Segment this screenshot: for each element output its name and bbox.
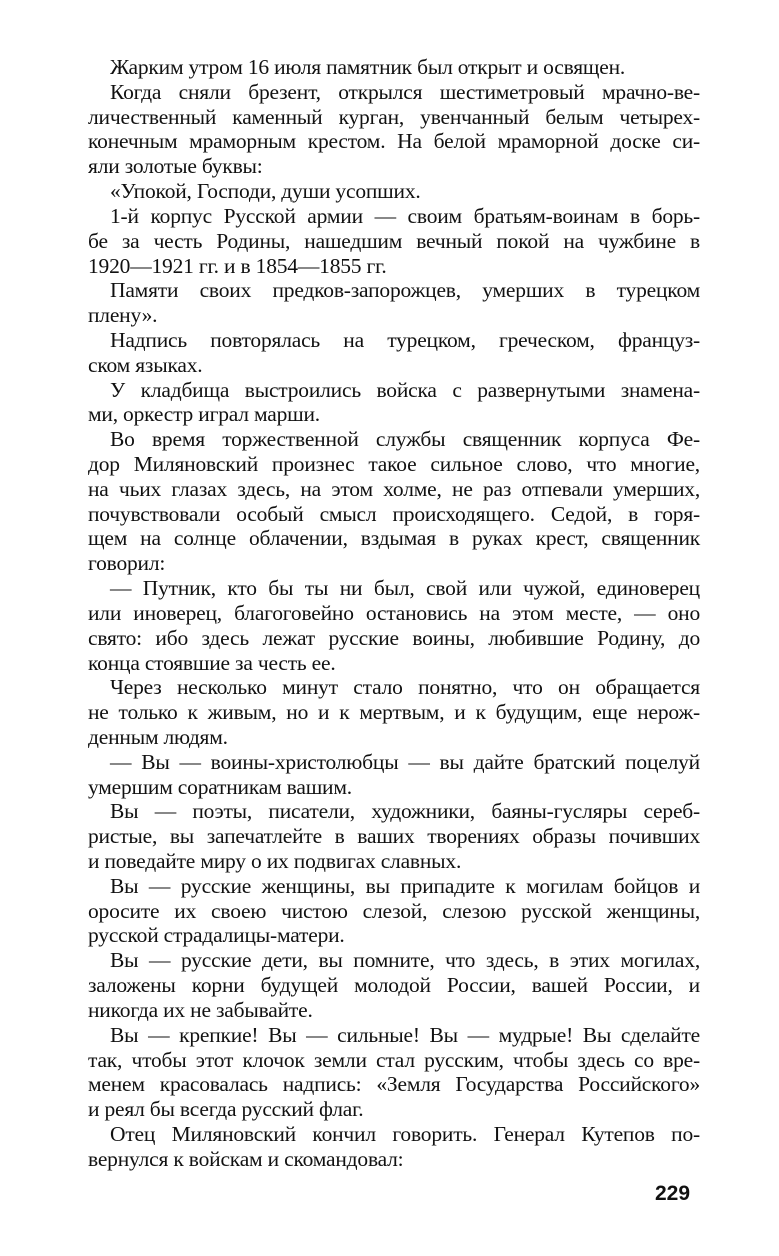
paragraph: [88, 948, 700, 1022]
text-line: Во время торжественной службы священник корпуса Фе-: [110, 427, 700, 452]
text-line: яли золотые буквы:: [88, 154, 263, 179]
text-line: оросите их своею чистою слезой, слезою русской женщины,: [88, 898, 700, 923]
paragraph: [88, 576, 700, 675]
paragraph: [88, 179, 700, 204]
text-line: умершим соратникам вашим.: [88, 774, 352, 799]
paragraph: [88, 278, 700, 328]
text-line: — Путник, кто бы ты ни был, свой или чужой, единоверец: [110, 576, 700, 601]
paragraph: [88, 675, 700, 749]
text-line: никогда их не забывайте.: [88, 997, 313, 1022]
paragraph: [88, 799, 700, 873]
text-line: так, чтобы этот клочок земли стал русским, чтобы здесь со вре-: [88, 1047, 700, 1072]
text-line: Надпись повторялась на турецком, греческом, француз-: [110, 327, 700, 352]
paragraph: [88, 328, 700, 378]
text-line: и поведайте миру о их подвигах славных.: [88, 849, 462, 873]
text-line: ском языках.: [88, 352, 203, 377]
text-line: свято: ибо здесь лежат русские воины, любившие Родину, до: [88, 625, 700, 650]
text-line: говорил:: [88, 551, 166, 576]
text-line: «Упокой, Господи, души усопших.: [110, 179, 421, 204]
text-line: ристые, вы запечатлейте в ваших творениях образы почивших: [88, 824, 700, 849]
text-line: 1-й корпус Русской армии — своим братьям-воинам в борь-: [110, 203, 700, 228]
text-line: Вы — поэты, писатели, художники, баяны-гусляры сереб-: [110, 799, 700, 824]
text-line: конечным мраморным крестом. На белой мраморной доске си-: [88, 129, 700, 154]
text-line: Вы — крепкие! Вы — сильные! Вы — мудрые! Вы сделайте: [110, 1022, 700, 1047]
paragraph: [88, 750, 700, 800]
text-line: Через несколько минут стало понятно, что он обращается: [110, 675, 700, 700]
paragraph: [88, 1023, 700, 1122]
paragraph: [88, 874, 700, 948]
paragraph: [88, 80, 700, 179]
text-line: Памяти своих предков-запорожцев, умерших в турецком: [110, 278, 700, 303]
paragraph: [88, 55, 700, 80]
text-line: менем красовалась надпись: «Земля Государства Российского»: [88, 1072, 700, 1097]
text-line: Отец Миляновский кончил говорить. Генерал Кутепов по-: [110, 1121, 700, 1146]
text-line: У кладбища выстроились войска с развернутыми знамена-: [110, 377, 700, 402]
text-line: или иноверец, благоговейно остановись на этом месте, — оно: [88, 600, 700, 625]
page-number: 229: [655, 1182, 691, 1205]
text-line: вернулся к войскам и скомандовал:: [88, 1146, 404, 1171]
text-line: ми, оркестр играл марши.: [88, 402, 320, 427]
text-line: Когда сняли брезент, открылся шестиметровый мрачно-ве-: [110, 79, 700, 104]
text-line: на чьих глазах здесь, на этом холме, не раз отпевали умерших,: [88, 476, 700, 501]
page-body-text: [88, 55, 700, 1172]
text-line: Вы — русские дети, вы помните, что здесь, в этих могилах,: [110, 948, 700, 973]
text-line: щем на солнце облачении, вздымая в руках крест, священник: [88, 526, 700, 551]
text-line: Жарким утром 16 июля памятник был открыт и освящен.: [110, 55, 626, 79]
text-line: не только к живым, но и к мертвым, и к будущим, еще нерож-: [88, 700, 700, 725]
paragraph: [88, 204, 700, 278]
text-line: денным людям.: [88, 724, 228, 749]
text-line: почувствовали особый смысл происходящего. Седой, в горя-: [88, 501, 700, 526]
text-line: 1920—1921 гг. и в 1854—1855 гг.: [88, 253, 387, 278]
text-line: заложены корни будущей молодой России, вашей России, и: [88, 973, 700, 998]
text-line: дор Миляновский произнес такое сильное слово, что многие,: [88, 452, 700, 476]
text-line: личественный каменный курган, увенчанный белым четырех-: [88, 104, 700, 129]
text-line: русской страдалицы-матери.: [88, 923, 345, 948]
paragraph: [88, 378, 700, 428]
text-line: плену».: [88, 303, 158, 328]
text-line: бе за честь Родины, нашедшим вечный покой на чужбине в: [88, 228, 700, 253]
paragraph: [88, 1122, 700, 1172]
text-line: — Вы — воины-христолюбцы — вы дайте братский поцелуй: [110, 749, 700, 774]
text-line: конца стоявшие за честь ее.: [88, 650, 336, 675]
text-line: и реял бы всегда русский флаг.: [88, 1097, 364, 1122]
paragraph: [88, 427, 700, 576]
text-line: Вы — русские женщины, вы припадите к могилам бойцов и: [110, 873, 700, 898]
